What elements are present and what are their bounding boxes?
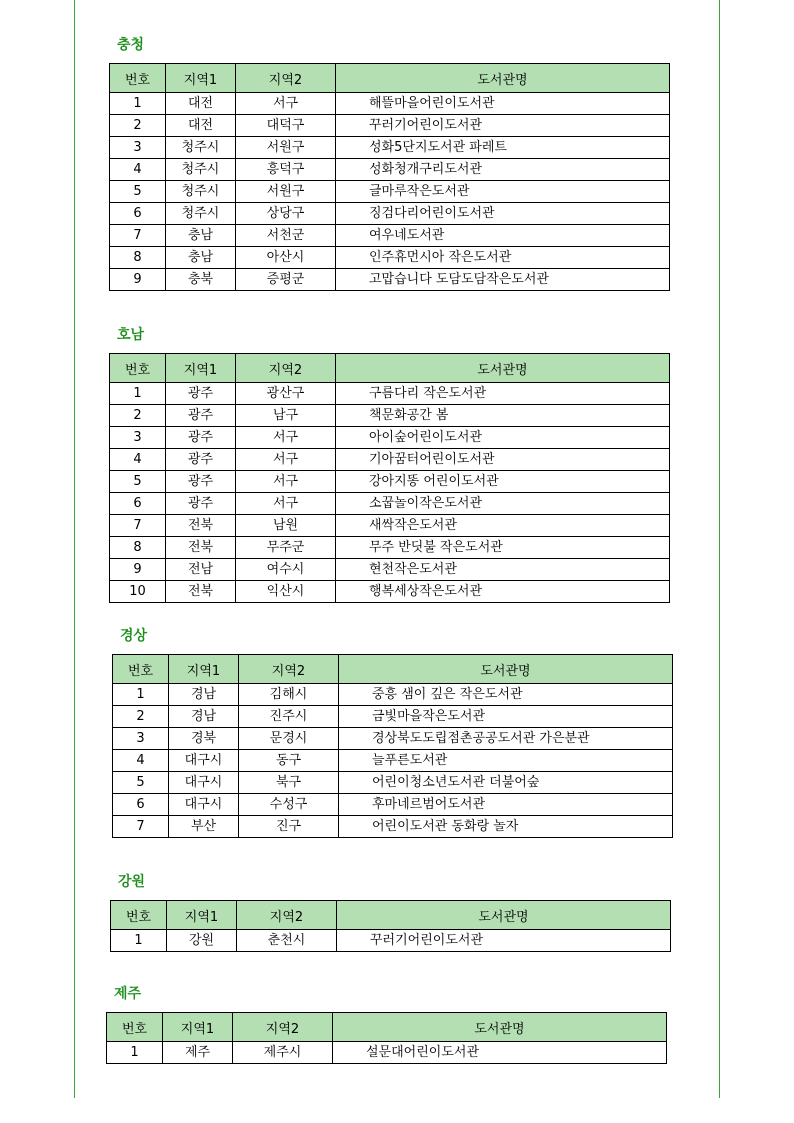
cell-number: 8 xyxy=(110,247,166,269)
table-row xyxy=(110,449,670,471)
cell-library-name: 징검다리어린이도서관 xyxy=(336,203,670,225)
section-0 xyxy=(109,36,670,291)
header-region1: 지역1 xyxy=(167,901,237,930)
header-library-name: 도서관명 xyxy=(336,354,670,383)
table-row xyxy=(110,405,670,427)
cell-region2: 흥덕구 xyxy=(236,159,336,181)
cell-region2: 여수시 xyxy=(236,559,336,581)
cell-region1: 전북 xyxy=(166,537,236,559)
library-table xyxy=(109,353,670,603)
table-row xyxy=(113,684,673,706)
cell-library-name: 구름다리 작은도서관 xyxy=(336,383,670,405)
header-library-name: 도서관명 xyxy=(337,901,671,930)
cell-number: 5 xyxy=(110,181,166,203)
section-2 xyxy=(112,627,673,838)
cell-region2: 춘천시 xyxy=(237,930,337,952)
cell-number: 4 xyxy=(113,750,169,772)
library-table xyxy=(106,1012,667,1064)
cell-region2: 서원구 xyxy=(236,181,336,203)
cell-region1: 부산 xyxy=(169,816,239,838)
cell-region1: 광주 xyxy=(166,427,236,449)
cell-library-name: 고맙습니다 도담도담작은도서관 xyxy=(336,269,670,291)
cell-library-name: 경상북도도립점촌공공도서관 가은분관 xyxy=(339,728,673,750)
header-number: 번호 xyxy=(110,64,166,93)
cell-region1: 전남 xyxy=(166,559,236,581)
cell-region1: 강원 xyxy=(167,930,237,952)
cell-library-name: 어린이청소년도서관 더불어숲 xyxy=(339,772,673,794)
cell-region1: 경남 xyxy=(169,706,239,728)
header-region2: 지역2 xyxy=(233,1013,333,1042)
cell-region1: 경북 xyxy=(169,728,239,750)
cell-number: 7 xyxy=(110,225,166,247)
left-margin-line xyxy=(74,0,75,1098)
cell-number: 3 xyxy=(113,728,169,750)
table-row xyxy=(113,816,673,838)
header-number: 번호 xyxy=(113,655,169,684)
cell-library-name: 강아지똥 어린이도서관 xyxy=(336,471,670,493)
cell-library-name: 꾸러기어린이도서관 xyxy=(337,930,671,952)
table-row xyxy=(110,493,670,515)
section-title: 강원 xyxy=(118,874,146,890)
table-row xyxy=(110,93,670,115)
table-header-row xyxy=(113,655,673,684)
cell-region2: 북구 xyxy=(239,772,339,794)
table-header-row xyxy=(110,354,670,383)
cell-region2: 무주군 xyxy=(236,537,336,559)
header-region2: 지역2 xyxy=(236,64,336,93)
cell-library-name: 아이숲어린이도서관 xyxy=(336,427,670,449)
table-row xyxy=(110,427,670,449)
cell-region2: 상당구 xyxy=(236,203,336,225)
header-region1: 지역1 xyxy=(166,64,236,93)
cell-region2: 서구 xyxy=(236,427,336,449)
section-3 xyxy=(110,873,671,952)
table-row xyxy=(110,269,670,291)
cell-number: 3 xyxy=(110,137,166,159)
table-row xyxy=(113,794,673,816)
table-row xyxy=(113,706,673,728)
cell-library-name: 소꿉놀이작은도서관 xyxy=(336,493,670,515)
header-library-name: 도서관명 xyxy=(336,64,670,93)
library-table xyxy=(112,654,673,838)
cell-library-name: 해뜰마을어린이도서관 xyxy=(336,93,670,115)
table-row xyxy=(110,159,670,181)
section-title: 경상 xyxy=(120,628,148,644)
cell-library-name: 성화청개구리도서관 xyxy=(336,159,670,181)
table-row xyxy=(110,471,670,493)
cell-library-name: 꾸러기어린이도서관 xyxy=(336,115,670,137)
library-table xyxy=(110,900,671,952)
cell-library-name: 금빛마을작은도서관 xyxy=(339,706,673,728)
cell-region2: 수성구 xyxy=(239,794,339,816)
cell-region2: 제주시 xyxy=(233,1042,333,1064)
cell-region2: 서구 xyxy=(236,471,336,493)
cell-number: 5 xyxy=(110,471,166,493)
cell-library-name: 행복세상작은도서관 xyxy=(336,581,670,603)
cell-region2: 증평군 xyxy=(236,269,336,291)
cell-library-name: 글마루작은도서관 xyxy=(336,181,670,203)
table-header-row xyxy=(110,64,670,93)
cell-number: 4 xyxy=(110,159,166,181)
cell-region2: 진주시 xyxy=(239,706,339,728)
cell-region1: 광주 xyxy=(166,471,236,493)
cell-region1: 청주시 xyxy=(166,159,236,181)
section-title: 충청 xyxy=(117,37,145,53)
table-row xyxy=(113,772,673,794)
cell-region2: 남원 xyxy=(236,515,336,537)
section-title: 호남 xyxy=(117,327,145,343)
cell-library-name: 후마네르범어도서관 xyxy=(339,794,673,816)
cell-region1: 청주시 xyxy=(166,137,236,159)
cell-number: 6 xyxy=(113,794,169,816)
cell-region1: 대구시 xyxy=(169,772,239,794)
cell-library-name: 책문화공간 봄 xyxy=(336,405,670,427)
cell-library-name: 여우네도서관 xyxy=(336,225,670,247)
cell-region2: 서구 xyxy=(236,449,336,471)
cell-region1: 광주 xyxy=(166,383,236,405)
table-row xyxy=(110,115,670,137)
cell-region1: 광주 xyxy=(166,405,236,427)
cell-region2: 진구 xyxy=(239,816,339,838)
cell-number: 1 xyxy=(107,1042,163,1064)
cell-region1: 충남 xyxy=(166,247,236,269)
cell-library-name: 인주휴먼시아 작은도서관 xyxy=(336,247,670,269)
section-title: 제주 xyxy=(114,986,142,1002)
cell-library-name: 어린이도서관 동화랑 놀자 xyxy=(339,816,673,838)
cell-number: 1 xyxy=(113,684,169,706)
header-region2: 지역2 xyxy=(237,901,337,930)
cell-region1: 대전 xyxy=(166,93,236,115)
cell-region1: 전북 xyxy=(166,515,236,537)
table-row xyxy=(110,515,670,537)
cell-region2: 서천군 xyxy=(236,225,336,247)
table-row xyxy=(107,1042,667,1064)
cell-library-name: 중흥 샘이 깊은 작은도서관 xyxy=(339,684,673,706)
cell-region2: 문경시 xyxy=(239,728,339,750)
table-row xyxy=(110,203,670,225)
header-library-name: 도서관명 xyxy=(339,655,673,684)
table-row xyxy=(110,581,670,603)
cell-region1: 대구시 xyxy=(169,794,239,816)
table-row xyxy=(110,181,670,203)
cell-region2: 서구 xyxy=(236,93,336,115)
right-margin-line xyxy=(719,0,720,1098)
cell-number: 4 xyxy=(110,449,166,471)
library-table xyxy=(109,63,670,291)
cell-region1: 경남 xyxy=(169,684,239,706)
section-1 xyxy=(109,326,670,603)
cell-number: 5 xyxy=(113,772,169,794)
cell-region1: 청주시 xyxy=(166,181,236,203)
header-region1: 지역1 xyxy=(169,655,239,684)
cell-number: 7 xyxy=(110,515,166,537)
cell-region1: 충북 xyxy=(166,269,236,291)
cell-library-name: 무주 반딧불 작은도서관 xyxy=(336,537,670,559)
header-number: 번호 xyxy=(110,354,166,383)
cell-region1: 전북 xyxy=(166,581,236,603)
cell-region2: 동구 xyxy=(239,750,339,772)
table-row xyxy=(110,383,670,405)
cell-region2: 남구 xyxy=(236,405,336,427)
header-number: 번호 xyxy=(111,901,167,930)
cell-number: 9 xyxy=(110,559,166,581)
cell-region2: 대덕구 xyxy=(236,115,336,137)
cell-number: 9 xyxy=(110,269,166,291)
table-row xyxy=(110,537,670,559)
table-header-row xyxy=(107,1013,667,1042)
header-number: 번호 xyxy=(107,1013,163,1042)
cell-library-name: 설문대어린이도서관 xyxy=(333,1042,667,1064)
header-region2: 지역2 xyxy=(236,354,336,383)
cell-number: 2 xyxy=(110,115,166,137)
cell-region1: 청주시 xyxy=(166,203,236,225)
table-row xyxy=(110,137,670,159)
cell-region2: 서구 xyxy=(236,493,336,515)
cell-library-name: 늘푸른도서관 xyxy=(339,750,673,772)
cell-region1: 대구시 xyxy=(169,750,239,772)
cell-number: 1 xyxy=(110,93,166,115)
cell-number: 1 xyxy=(110,383,166,405)
cell-library-name: 성화5단지도서관 파레트 xyxy=(336,137,670,159)
cell-number: 8 xyxy=(110,537,166,559)
cell-number: 2 xyxy=(113,706,169,728)
table-row xyxy=(113,728,673,750)
header-region1: 지역1 xyxy=(166,354,236,383)
cell-region1: 대전 xyxy=(166,115,236,137)
table-header-row xyxy=(111,901,671,930)
cell-library-name: 현천작은도서관 xyxy=(336,559,670,581)
cell-region2: 김해시 xyxy=(239,684,339,706)
table-row xyxy=(111,930,671,952)
cell-region2: 광산구 xyxy=(236,383,336,405)
cell-number: 6 xyxy=(110,203,166,225)
cell-region2: 익산시 xyxy=(236,581,336,603)
table-row xyxy=(110,559,670,581)
cell-number: 2 xyxy=(110,405,166,427)
table-row xyxy=(110,247,670,269)
cell-region1: 충남 xyxy=(166,225,236,247)
cell-number: 1 xyxy=(111,930,167,952)
cell-region2: 서원구 xyxy=(236,137,336,159)
section-4 xyxy=(106,985,667,1064)
cell-number: 6 xyxy=(110,493,166,515)
cell-library-name: 새싹작은도서관 xyxy=(336,515,670,537)
cell-region1: 제주 xyxy=(163,1042,233,1064)
cell-number: 3 xyxy=(110,427,166,449)
cell-number: 10 xyxy=(110,581,166,603)
cell-number: 7 xyxy=(113,816,169,838)
table-row xyxy=(113,750,673,772)
header-region1: 지역1 xyxy=(163,1013,233,1042)
table-row xyxy=(110,225,670,247)
cell-library-name: 기아꿈터어린이도서관 xyxy=(336,449,670,471)
header-region2: 지역2 xyxy=(239,655,339,684)
cell-region1: 광주 xyxy=(166,449,236,471)
cell-region2: 아산시 xyxy=(236,247,336,269)
cell-region1: 광주 xyxy=(166,493,236,515)
header-library-name: 도서관명 xyxy=(333,1013,667,1042)
